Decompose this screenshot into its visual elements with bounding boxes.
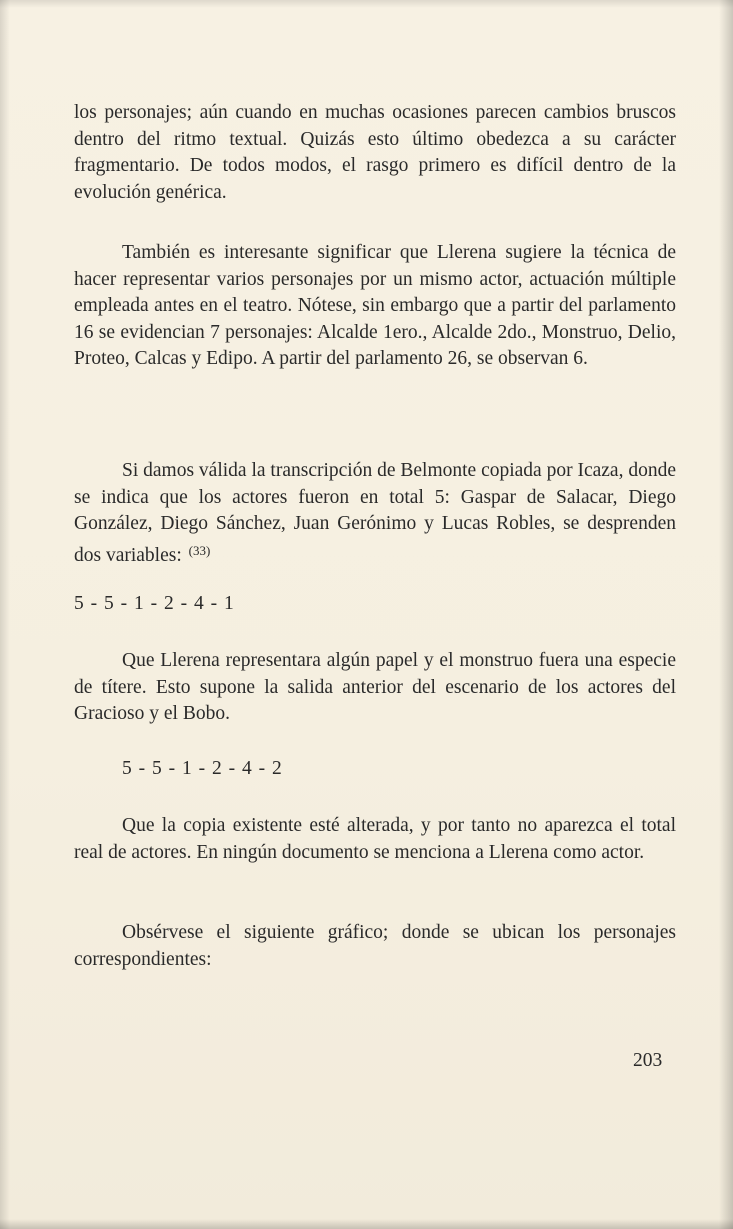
paragraph-2: También es interesante significar que Llerena sugiere la técnica de hacer representar varios personajes por un mismo actor, actuación múltiple empleada antes en el teatro. Nótese, sin embargo que a partir del parlamento 16 se evidencian 7 personajes: Alcalde 1ero., Alcalde 2do., Monstruo, Delio, Proteo, Calcas y Edipo. A partir del parlamento 26, se observan 6. bbox=[74, 242, 676, 370]
footnote-reference: (33) bbox=[188, 542, 211, 558]
paragraph-3-text: Si damos válida la transcripción de Belmonte copiada por Icaza, donde se indica que los actores fueron en total 5: Gaspar de Salacar, Diego González, Diego Sánchez, Juan Gerónimo y Lucas Robles, se desprenden dos variables: bbox=[74, 460, 676, 566]
actor-sequence-2: 5 - 5 - 1 - 2 - 4 - 2 bbox=[122, 758, 283, 779]
paragraph-3 bbox=[74, 458, 676, 569]
paragraph-6: Obsérvese el siguiente gráfico; donde se ubican los personajes correspondientes: bbox=[74, 922, 676, 970]
paragraph-5: Que la copia existente esté alterada, y por tanto no aparezca el total real de actores. En ningún documento se menciona a Llerena como actor. bbox=[74, 815, 676, 863]
page-number: 203 bbox=[633, 1050, 663, 1071]
paragraph-4: Que Llerena representara algún papel y el monstruo fuera una especie de títere. Esto supone la salida anterior del escenario de los actores del Gracioso y el Bobo. bbox=[74, 650, 676, 725]
page-edge-shadow-left bbox=[0, 0, 10, 1229]
actor-sequence-1: 5 - 5 - 1 - 2 - 4 - 1 bbox=[74, 593, 235, 614]
page-edge-shadow-right bbox=[719, 0, 733, 1229]
page-edge-shadow-bottom bbox=[0, 1219, 733, 1229]
paragraph-1: los personajes; aún cuando en muchas ocasiones parecen cambios bruscos dentro del ritmo textual. Quizás esto último obedezca a su carácter fragmentario. De todos modos, el rasgo primero es difícil dentro de la evolución genérica. bbox=[74, 102, 676, 203]
page-edge-shadow-top bbox=[0, 0, 733, 8]
